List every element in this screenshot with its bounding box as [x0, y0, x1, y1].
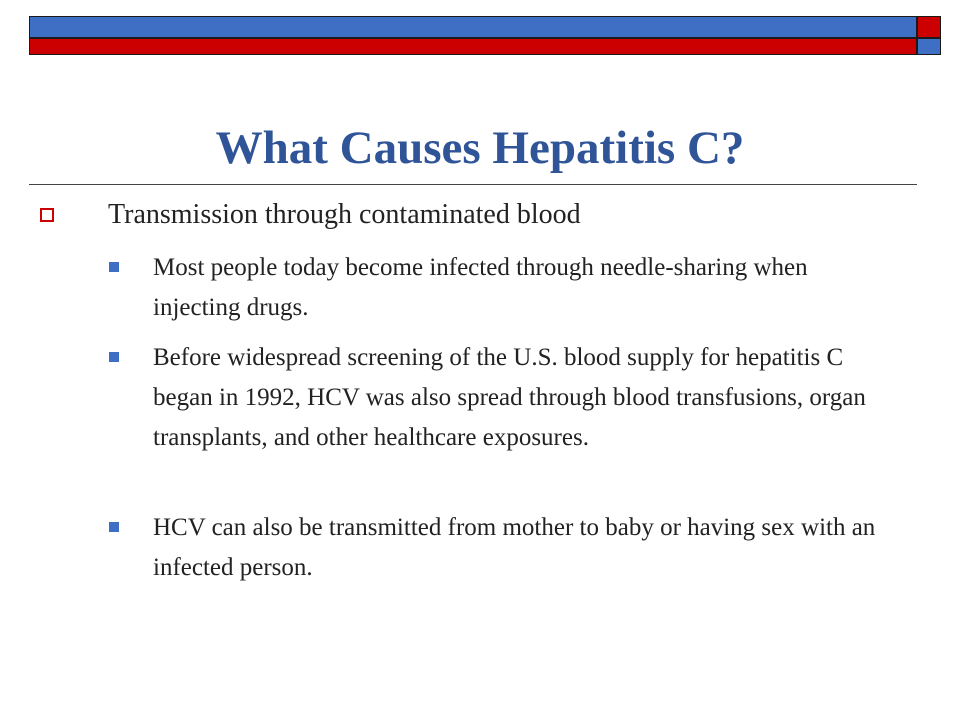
sub-bullet-2: Before widespread screening of the U.S. blood supply for hepatitis C began in 1992, HCV was also spread through blood transfusions, organ transplants, and other healthcare exposures.: [153, 344, 866, 451]
sub-bullet-1: Most people today become infected through needle-sharing when injecting drugs.: [153, 254, 808, 321]
sub-bullet-3: HCV can also be transmitted from mother to baby or having sex with an infected person.: [153, 514, 876, 581]
square-bullet-icon: [109, 352, 119, 362]
title-underline: [29, 184, 917, 185]
slide-title: What Causes Hepatitis C?: [215, 122, 745, 174]
hollow-square-bullet-icon: [40, 208, 54, 222]
header-blue-square: [917, 38, 941, 55]
square-bullet-icon: [109, 262, 119, 272]
header-blue-bar: [29, 16, 917, 38]
square-bullet-icon: [109, 522, 119, 532]
main-bullet-text: Transmission through contaminated blood: [108, 199, 581, 230]
header-red-square: [917, 16, 941, 38]
header-red-bar: [29, 38, 917, 55]
